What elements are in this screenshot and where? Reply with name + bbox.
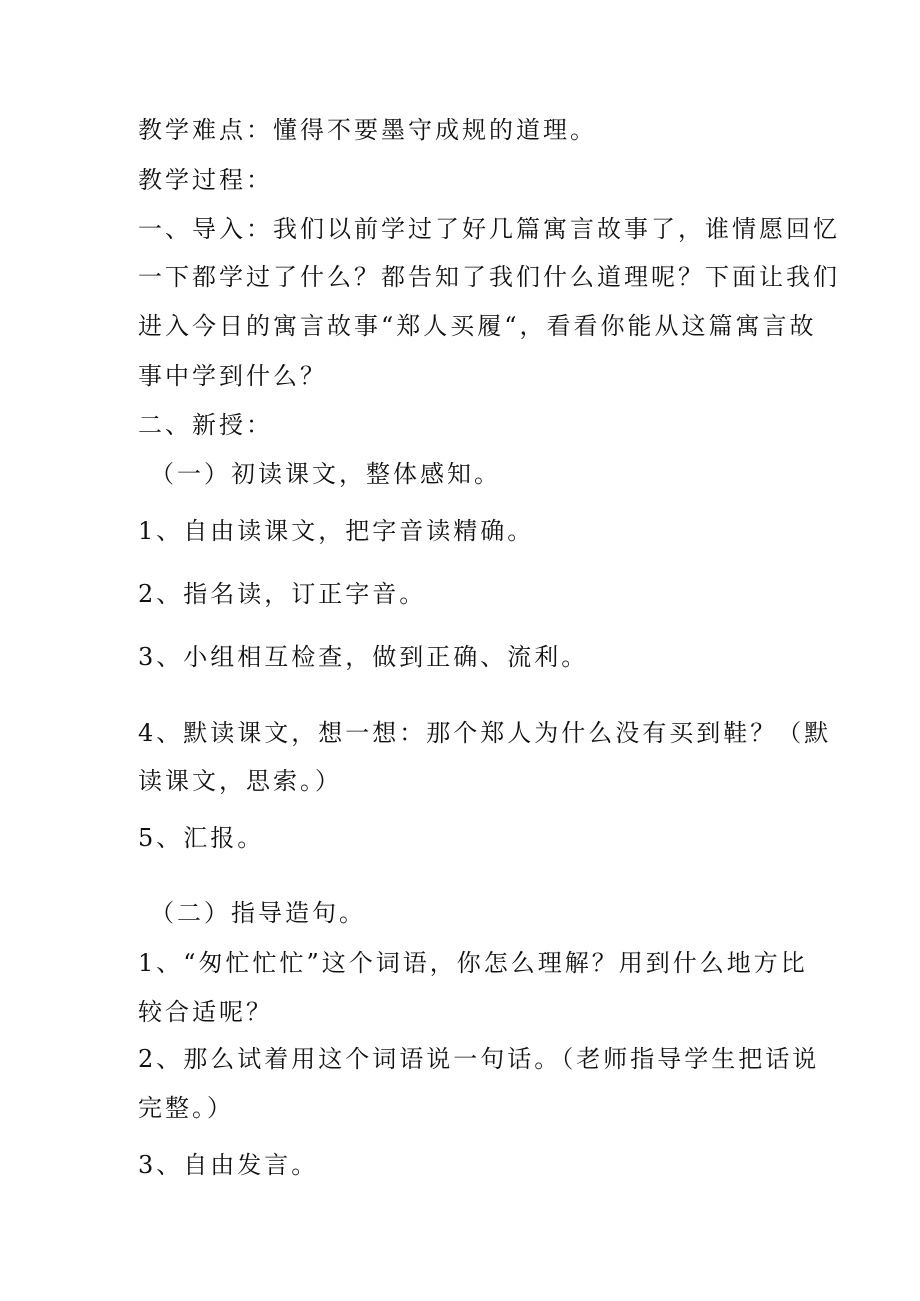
- text-line: 3、小组相互检查，做到正确、流利。: [138, 643, 589, 671]
- text-line: 完整。）: [138, 1094, 234, 1122]
- text-line: 2、那么试着用这个词语说一句话。（老师指导学生把话说: [138, 1045, 820, 1073]
- text-line: 教学过程：: [138, 166, 273, 194]
- text-line: （一）初读课文，整体感知。: [150, 460, 501, 488]
- text-line: 5、汇报。: [138, 824, 265, 852]
- text-line: 2、指名读，订正字音。: [138, 580, 427, 608]
- text-line: 一、导入：我们以前学过了好几篇寓言故事了，谁情愿回忆: [138, 215, 840, 243]
- text-line: （二）指导造句。: [150, 899, 366, 927]
- text-line: 教学难点：懂得不要墨守成规的道理。: [138, 116, 597, 144]
- text-line: 较合适呢？: [138, 998, 273, 1026]
- text-line: 1、自由读课文，把字音读精确。: [138, 517, 535, 545]
- text-line: 事中学到什么？: [138, 362, 327, 390]
- text-line: 3、自由发言。: [138, 1151, 319, 1179]
- text-line: 二、新授：: [138, 411, 273, 439]
- text-line: 一下都学过了什么？都告知了我们什么道理呢？下面让我们: [138, 263, 840, 291]
- text-line: 4、默读课文，想一想：那个郑人为什么没有买到鞋？（默: [138, 719, 832, 747]
- text-line: 1、“匆忙忙忙”这个词语，你怎么理解？用到什么地方比: [138, 949, 808, 977]
- text-line: 读课文，思索。）: [138, 767, 342, 795]
- text-line: 进入今日的寓言故事“郑人买履“，看看你能从这篇寓言故: [138, 312, 817, 340]
